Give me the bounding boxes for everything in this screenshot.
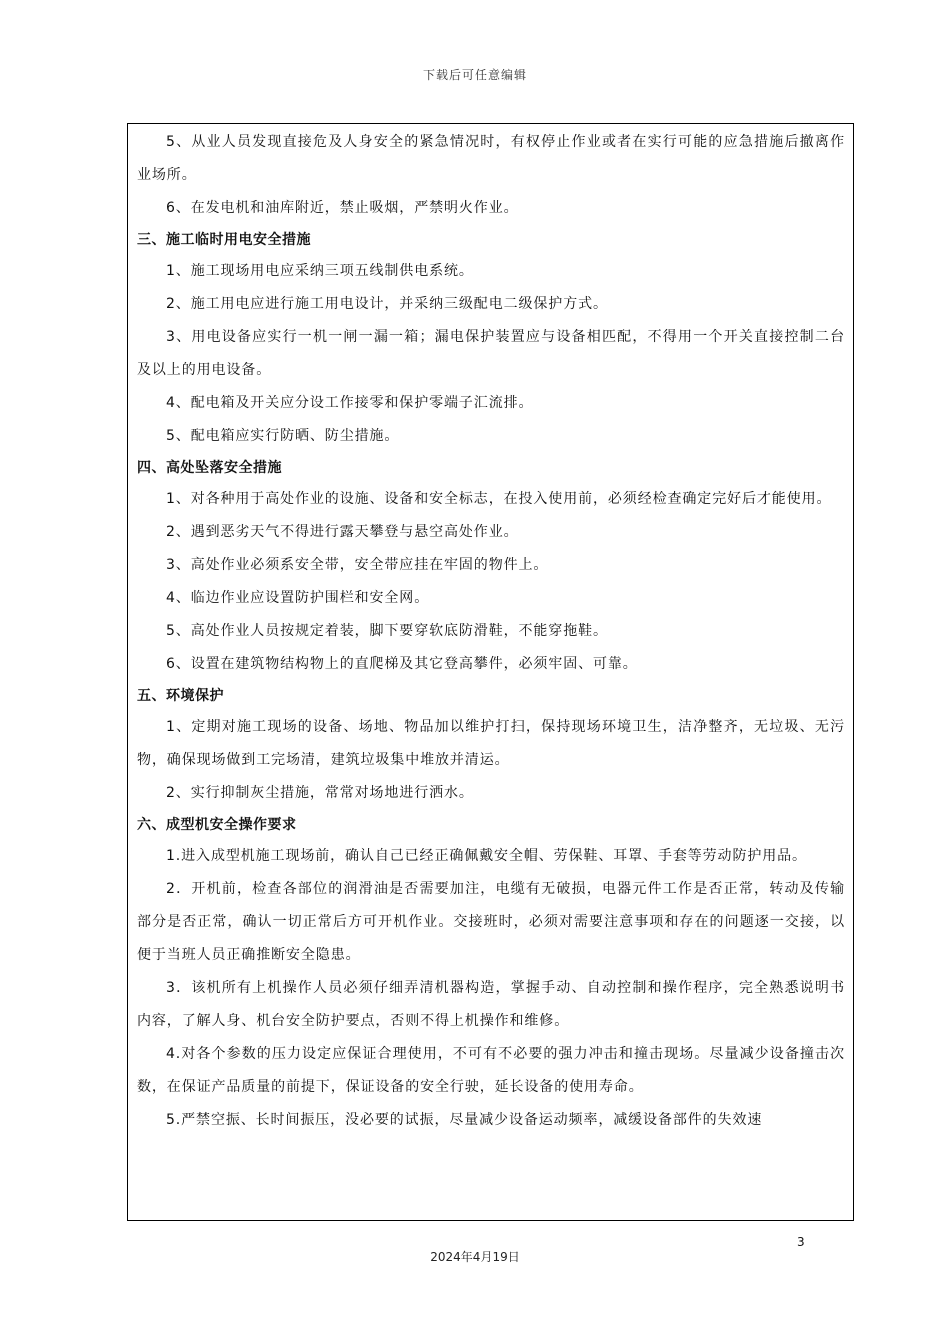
document-body: [137, 126, 845, 1137]
paragraph: 1.进入成型机施工现场前，确认自己已经正确佩戴安全帽、劳保鞋、耳罩、手套等劳动防护用品。: [166, 848, 807, 864]
paragraph: 3、高处作业必须系安全带，安全带应挂在牢固的物件上。: [166, 557, 549, 573]
paragraph: 1、施工现场用电应采纳三项五线制供电系统。: [166, 263, 474, 279]
paragraph: 3．该机所有上机操作人员必须仔细弄清机器构造，掌握手动、自动控制和操作程序，完全熟悉说明书内容，了解人身、机台安全防护要点，否则不得上机操作和维修。: [137, 980, 845, 1029]
section-heading: 五、环境保护: [137, 688, 224, 704]
footer-date: 2024年4月19日: [430, 1250, 520, 1264]
paragraph: 2、实行抑制灰尘措施，常常对场地进行洒水。: [166, 785, 474, 801]
section-heading: 三、施工临时用电安全措施: [137, 232, 311, 248]
paragraph: 6、在发电机和油库附近，禁止吸烟，严禁明火作业。: [166, 200, 519, 216]
paragraph: 5、从业人员发现直接危及人身安全的紧急情况时，有权停止作业或者在实行可能的应急措施后撤离作业场所。: [137, 134, 845, 183]
paragraph: 3、用电设备应实行一机一闸一漏一箱；漏电保护装置应与设备相匹配，不得用一个开关直接控制二台及以上的用电设备。: [137, 329, 845, 378]
paragraph: 2、施工用电应进行施工用电设计，并采纳三级配电二级保护方式。: [166, 296, 608, 312]
paragraph: 2、遇到恶劣天气不得进行露天攀登与悬空高处作业。: [166, 524, 519, 540]
section-heading: 六、成型机安全操作要求: [137, 817, 297, 833]
content-frame: [127, 123, 854, 1221]
paragraph: 4.对各个参数的压力设定应保证合理使用，不可有不必要的强力冲击和撞击现场。尽量减少设备撞击次数，在保证产品质量的前提下，保证设备的安全行驶，延长设备的使用寿命。: [137, 1046, 845, 1095]
paragraph: 5、高处作业人员按规定着装，脚下要穿软底防滑鞋，不能穿拖鞋。: [166, 623, 608, 639]
paragraph: 5.严禁空振、长时间振压，没必要的试振，尽量减少设备运动频率，减缓设备部件的失效速: [166, 1112, 763, 1128]
paragraph: 5、配电箱应实行防晒、防尘措施。: [166, 428, 400, 444]
paragraph: 6、设置在建筑物结构物上的直爬梯及其它登高攀件，必须牢固、可靠。: [166, 656, 638, 672]
header-note: 下载后可任意编辑: [422, 68, 527, 82]
paragraph: 1、定期对施工现场的设备、场地、物品加以维护打扫，保持现场环境卫生，洁净整齐，无垃圾、无污物，确保现场做到工完场清，建筑垃圾集中堆放并清运。: [137, 719, 845, 768]
section-heading: 四、高处坠落安全措施: [137, 460, 282, 476]
paragraph: 1、对各种用于高处作业的设施、设备和安全标志，在投入使用前，必须经检查确定完好后才能使用。: [166, 491, 832, 507]
paragraph: 4、配电箱及开关应分设工作接零和保护零端子汇流排。: [166, 395, 534, 411]
paragraph: 4、临边作业应设置防护围栏和安全网。: [166, 590, 430, 606]
paragraph: 2．开机前，检查各部位的润滑油是否需要加注，电缆有无破损，电器元件工作是否正常，转动及传输部分是否正常，确认一切正常后方可开机作业。交接班时，必须对需要注意事项和存在的问题逐一交接，以便于当班人员正确推断安全隐患。: [137, 881, 845, 963]
page-number: 3: [797, 1235, 805, 1249]
